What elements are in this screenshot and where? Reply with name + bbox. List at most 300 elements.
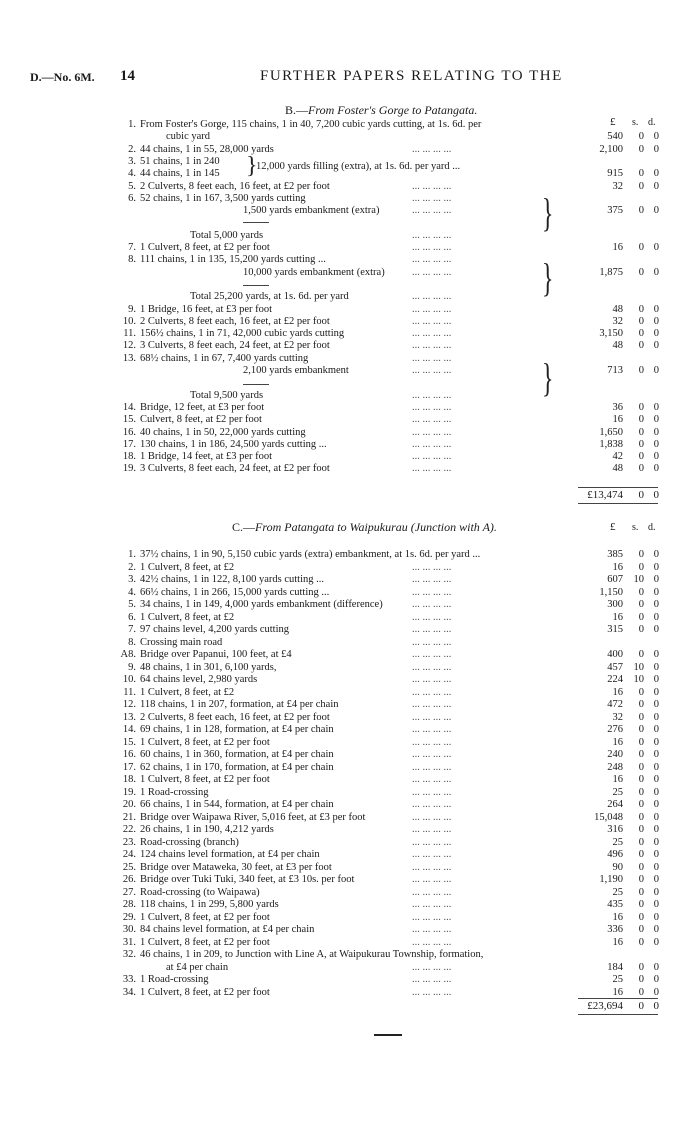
table-row: [0, 241, 700, 254]
amount-shillings: 0: [638, 711, 644, 723]
amount-pounds: 713: [607, 365, 623, 376]
amount-pence: 0: [653, 761, 659, 773]
leader-dots: ... ... ... ...: [412, 886, 452, 898]
item-description: 1 Road-crossing: [140, 974, 209, 985]
amount-pence: 0: [653, 786, 659, 798]
table-row: [0, 836, 700, 849]
item-description: 97 chains level, 4,200 yards cutting: [140, 624, 290, 635]
amount-pounds: 25: [612, 836, 623, 848]
item-description: 156½ chains, 1 in 71, 42,000 cubic yards cutting: [140, 328, 345, 340]
amount-shillings: 0: [638, 624, 644, 635]
item-description: Bridge over Mataweka, 30 feet, at £3 per foot: [140, 861, 332, 873]
item-description: 2 Culverts, 8 feet each, 16 feet, at £2 per foot: [140, 711, 330, 723]
amount-shillings: 0: [638, 836, 644, 848]
amount-pounds: 32: [612, 315, 623, 327]
table-row: [0, 898, 700, 911]
amount-pounds: 336: [607, 924, 623, 935]
amount-pence: 0: [653, 749, 659, 760]
table-row: [0, 936, 700, 949]
item-number: 7.: [128, 242, 136, 253]
amount-pence: 0: [653, 961, 659, 973]
section-c-total-rule: [578, 998, 658, 999]
amount-pence: 0: [653, 242, 659, 253]
amount-pence: 0: [653, 561, 659, 573]
leader-dots: ... ... ... ...: [412, 961, 452, 973]
item-number: 6.: [128, 611, 136, 623]
amount-pence: 0: [653, 599, 659, 610]
amount-pounds: 16: [612, 986, 623, 998]
amount-shillings: 0: [638, 180, 644, 192]
leader-dots: ... ... ... ...: [412, 811, 452, 823]
leader-dots: ... ... ... ...: [412, 711, 452, 723]
table-row: [0, 278, 700, 291]
brace-6: }: [541, 190, 554, 235]
item-number: 2.: [128, 143, 136, 155]
amount-pence: 0: [653, 414, 659, 426]
item-description: 1 Culvert, 8 feet, at £2 per foot: [140, 936, 270, 948]
amount-shillings: 0: [638, 774, 644, 785]
amount-pounds: 90: [612, 861, 623, 873]
amount-pounds: 435: [607, 899, 623, 910]
leader-dots: ... ... ... ...: [412, 242, 452, 253]
amount-pence: 0: [653, 836, 659, 848]
leader-dots: ... ... ... ...: [412, 974, 452, 985]
amount-pounds: 16: [612, 561, 623, 573]
leader-dots: ... ... ... ...: [412, 401, 452, 413]
amount-pounds: 240: [607, 749, 623, 760]
amount-pence: 0: [653, 649, 659, 660]
item-number: 11.: [123, 686, 136, 698]
table-row: [0, 389, 700, 402]
amount-pence: 0: [653, 911, 659, 923]
amount-pence: 0: [653, 574, 659, 585]
amount-shillings: 0: [638, 911, 644, 923]
item-description: at £4 per chain: [166, 961, 229, 973]
item-description: Road-crossing (branch): [140, 836, 239, 848]
section-b-title: B.—From Foster's Gorge to Patangata.: [285, 103, 478, 117]
amount-pence: 0: [653, 699, 659, 710]
amount-pounds: 16: [612, 611, 623, 623]
item-description: 1 Culvert, 8 feet, at £2 per foot: [140, 911, 270, 923]
amount-pence: 0: [653, 340, 659, 352]
amount-pounds: 25: [612, 974, 623, 985]
leader-dots: ... ... ... ...: [412, 649, 452, 660]
table-row: [0, 686, 700, 699]
amount-shillings: 0: [638, 886, 644, 898]
item-description: cubic yard: [166, 131, 211, 143]
item-number: 12.: [122, 340, 136, 352]
item-number: 6.: [128, 192, 136, 204]
brace-8: }: [541, 255, 554, 300]
amount-pounds: 1,650: [599, 426, 623, 438]
section-c-col-pounds: £: [610, 521, 616, 533]
amount-shillings: 0: [638, 438, 644, 450]
item-number: 10.: [122, 315, 136, 327]
item-number: 11.: [123, 328, 136, 340]
section-b-total-rule: [578, 503, 658, 504]
leader-dots: ... ... ... ...: [412, 836, 452, 848]
table-row: [0, 339, 700, 352]
amount-shillings: 0: [638, 414, 644, 426]
item-description: 3 Culverts, 8 feet each, 24 feet, at £2 per foot: [140, 340, 330, 352]
item-description: Bridge over Waipawa River, 5,016 feet, at £3 per foot: [140, 811, 366, 823]
amount-shillings: 0: [638, 328, 644, 340]
amount-pence: 0: [653, 143, 659, 155]
table-row: [0, 266, 700, 279]
amount-shillings: 0: [638, 924, 644, 935]
leader-dots: ... ... ... ...: [412, 229, 452, 241]
item-number: 9.: [128, 661, 136, 673]
amount-pounds: 224: [607, 674, 623, 685]
amount-pence: 0: [653, 451, 659, 463]
item-number: 30.: [122, 924, 136, 935]
amount-pence: 0: [653, 874, 659, 885]
item-description: Bridge, 12 feet, at £3 per foot: [140, 401, 265, 413]
amount-pence: 0: [653, 824, 659, 835]
brace-3-4: }: [246, 153, 258, 179]
table-row: [0, 648, 700, 661]
table-row: [0, 711, 700, 724]
amount-shillings: 10: [633, 574, 644, 585]
amount-pounds: 48: [612, 303, 623, 315]
leader-dots: ... ... ... ...: [412, 611, 452, 623]
leader-dots: ... ... ... ...: [412, 143, 452, 155]
item-number: 33.: [122, 974, 136, 985]
amount-pounds: 1,150: [599, 586, 623, 598]
subtotal-rule: [243, 222, 269, 223]
item-number: 21.: [122, 811, 136, 823]
section-b-col-shillings: s.: [632, 117, 639, 128]
amount-pence: 0: [653, 401, 659, 413]
table-row: [0, 204, 700, 217]
amount-shillings: 0: [638, 586, 644, 598]
item-description: 64 chains level, 2,980 yards: [140, 674, 258, 685]
item-description: 1 Culvert, 8 feet, at £2: [140, 561, 235, 573]
leader-dots: ... ... ... ...: [412, 861, 452, 873]
table-row: [0, 798, 700, 811]
amount-pounds: 32: [612, 180, 623, 192]
item-number: 20.: [122, 799, 136, 810]
amount-shillings: 0: [638, 303, 644, 315]
table-row: [0, 861, 700, 874]
amount-shillings: 0: [638, 874, 644, 885]
amount-pounds: 915: [607, 168, 623, 180]
item-number: 8.: [128, 254, 136, 266]
end-rule: [374, 1034, 402, 1036]
item-number: 28.: [122, 899, 136, 910]
table-row: [0, 364, 700, 377]
item-description: 118 chains, 1 in 299, 5,800 yards: [140, 899, 279, 910]
leader-dots: ... ... ... ...: [412, 180, 452, 192]
table-row: [0, 811, 700, 824]
item-number: 31.: [122, 936, 136, 948]
item-description: Total 5,000 yards: [190, 229, 264, 241]
amount-pounds: 385: [607, 549, 623, 560]
table-row: [0, 786, 700, 799]
table-row: [0, 450, 700, 463]
section-b-total-shillings: 0: [638, 489, 644, 501]
item-number: 14.: [122, 401, 136, 413]
amount-shillings: 0: [638, 799, 644, 810]
amount-pounds: 300: [607, 599, 623, 610]
item-number: 4.: [128, 168, 136, 180]
item-description: 44 chains, 1 in 145: [140, 168, 220, 180]
table-row: [0, 773, 700, 786]
item-number: 10.: [122, 674, 136, 685]
amount-pounds: 375: [607, 205, 623, 217]
item-description: 1 Culvert, 8 feet, at £2 per foot: [140, 774, 270, 785]
table-row: [0, 911, 700, 924]
amount-pence: 0: [653, 774, 659, 785]
amount-shillings: 0: [638, 340, 644, 352]
leader-dots: ... ... ... ...: [412, 699, 452, 710]
page-header: [30, 70, 670, 90]
leader-dots: ... ... ... ...: [412, 561, 452, 573]
table-row: [0, 229, 700, 242]
amount-shillings: 0: [638, 599, 644, 610]
item-number: 27.: [122, 886, 136, 898]
amount-shillings: 0: [638, 611, 644, 623]
item-description: 1,500 yards embankment (extra): [243, 205, 380, 217]
leader-dots: ... ... ... ...: [412, 986, 452, 998]
item-description: 84 chains level formation, at £4 per chain: [140, 924, 315, 935]
section-b-total-pounds: £13,474: [587, 489, 623, 501]
item-description: 1 Road-crossing: [140, 786, 209, 798]
leader-dots: ... ... ... ...: [412, 365, 452, 376]
section-b-total-rule: [578, 487, 658, 488]
amount-pence: 0: [653, 463, 659, 475]
table-row: [0, 961, 700, 974]
leader-dots: ... ... ... ...: [412, 724, 452, 735]
table-row: [0, 327, 700, 340]
amount-shillings: 0: [638, 786, 644, 798]
item-number: 17.: [122, 438, 136, 450]
item-description: 1 Culvert, 8 feet, at £2 per foot: [140, 242, 270, 253]
amount-pence: 0: [653, 799, 659, 810]
leader-dots: ... ... ... ...: [412, 824, 452, 835]
item-number: 5.: [128, 180, 136, 192]
leader-dots: ... ... ... ...: [412, 786, 452, 798]
amount-pounds: 25: [612, 786, 623, 798]
table-row: [0, 180, 700, 193]
item-number: 32.: [122, 949, 136, 960]
table-row: [0, 426, 700, 439]
leader-dots: ... ... ... ...: [412, 340, 452, 352]
table-row: [0, 848, 700, 861]
amount-pence: 0: [653, 168, 659, 180]
item-number: 18.: [122, 774, 136, 785]
table-row: [0, 376, 700, 389]
table-row: [0, 611, 700, 624]
item-description: 48 chains, 1 in 301, 6,100 yards,: [140, 661, 277, 673]
leader-dots: ... ... ... ...: [412, 736, 452, 748]
item-description: Culvert, 8 feet, at £2 per foot: [140, 414, 262, 426]
amount-pounds: 42: [612, 451, 623, 463]
amount-pence: 0: [653, 586, 659, 598]
amount-shillings: 0: [638, 205, 644, 217]
item-number: 19.: [122, 463, 136, 475]
amount-pence: 0: [653, 886, 659, 898]
table-row: [0, 143, 700, 156]
item-description: 52 chains, 1 in 167, 3,500 yards cutting: [140, 192, 306, 204]
leader-dots: ... ... ... ...: [412, 192, 452, 204]
amount-pounds: 276: [607, 724, 623, 735]
item-number: 25.: [122, 861, 136, 873]
table-row: [0, 973, 700, 986]
table-row: [0, 352, 700, 365]
leader-dots: ... ... ... ...: [412, 438, 452, 450]
amount-pence: 0: [653, 611, 659, 623]
amount-pounds: 248: [607, 761, 623, 773]
section-b-total-pence: 0: [653, 489, 659, 501]
table-row: [0, 253, 700, 266]
item-description: Crossing main road: [140, 636, 223, 648]
item-description: 2,100 yards embankment: [243, 365, 349, 376]
amount-shillings: 0: [638, 266, 644, 278]
item-description: 69 chains, 1 in 128, formation, at £4 per chain: [140, 724, 334, 735]
section-c-total-shillings: 0: [638, 1000, 644, 1012]
leader-dots: ... ... ... ...: [412, 574, 452, 585]
section-c-total-rule: [578, 1014, 658, 1015]
table-row: [0, 118, 700, 131]
table-row: [0, 636, 700, 649]
item-description: 1 Culvert, 8 feet, at £2: [140, 686, 235, 698]
section-c-title: C.—From Patangata to Waipukurau (Junction with A).: [232, 520, 497, 534]
table-row: [0, 873, 700, 886]
subtotal-rule: [243, 384, 269, 385]
amount-pounds: 16: [612, 414, 623, 426]
item-number: 16.: [122, 426, 136, 438]
item-description: 46 chains, 1 in 209, to Junction with Line A, at Waipukurau Township, formation,: [140, 949, 484, 960]
item-description: 42½ chains, 1 in 122, 8,100 yards cutting ...: [140, 574, 325, 585]
amount-pounds: 16: [612, 736, 623, 748]
section-c-col-pence: d.: [648, 522, 656, 533]
amount-shillings: 0: [638, 561, 644, 573]
amount-shillings: 10: [633, 674, 644, 685]
table-row: [0, 673, 700, 686]
leader-dots: ... ... ... ...: [412, 254, 452, 266]
leader-dots: ... ... ... ...: [412, 599, 452, 610]
table-row: [0, 748, 700, 761]
amount-pence: 0: [653, 624, 659, 635]
leader-dots: ... ... ... ...: [412, 291, 452, 303]
amount-shillings: 0: [638, 749, 644, 760]
amount-pounds: 25: [612, 886, 623, 898]
section-b-brace-text: 12,000 yards filling (extra), at 1s. 6d. per yard ...: [256, 161, 461, 172]
item-description: 37½ chains, 1 in 90, 5,150 cubic yards (extra) embankment, at 1s. 6d. per yard ...: [140, 549, 481, 560]
amount-pounds: 184: [607, 961, 623, 973]
leader-dots: ... ... ... ...: [412, 911, 452, 923]
leader-dots: ... ... ... ...: [412, 586, 452, 598]
item-description: Total 9,500 yards: [190, 389, 264, 401]
amount-shillings: 0: [638, 899, 644, 910]
amount-pence: 0: [653, 924, 659, 935]
amount-shillings: 0: [638, 168, 644, 180]
amount-pounds: 16: [612, 936, 623, 948]
item-number: 14.: [122, 724, 136, 735]
amount-pence: 0: [653, 205, 659, 217]
amount-pounds: 48: [612, 340, 623, 352]
table-row: [0, 573, 700, 586]
amount-shillings: 0: [638, 549, 644, 560]
item-description: 118 chains, 1 in 207, formation, at £4 per chain: [140, 699, 339, 710]
item-number: 15.: [122, 414, 136, 426]
amount-pence: 0: [653, 899, 659, 910]
table-row: [0, 986, 700, 999]
amount-pounds: 3,150: [599, 328, 623, 340]
amount-pence: 0: [653, 936, 659, 948]
amount-pounds: 316: [607, 824, 623, 835]
amount-shillings: 0: [638, 824, 644, 835]
table-row: [0, 723, 700, 736]
amount-shillings: 0: [638, 143, 644, 155]
amount-pounds: 16: [612, 911, 623, 923]
item-number: 8.: [128, 636, 136, 648]
brace-13: }: [541, 355, 554, 400]
item-number: 2.: [128, 561, 136, 573]
item-description: 66½ chains, 1 in 266, 15,000 yards cutting ...: [140, 586, 330, 598]
table-row: [0, 315, 700, 328]
amount-shillings: 0: [638, 724, 644, 735]
item-number: 1.: [128, 549, 136, 560]
leader-dots: ... ... ... ...: [412, 414, 452, 426]
leader-dots: ... ... ... ...: [412, 936, 452, 948]
leader-dots: ... ... ... ...: [412, 205, 452, 217]
item-description: 10,000 yards embankment (extra): [243, 266, 385, 278]
amount-pence: 0: [653, 711, 659, 723]
item-number: 3.: [128, 574, 136, 585]
amount-shillings: 0: [638, 451, 644, 463]
item-number: 24.: [122, 849, 136, 860]
item-description: 2 Culverts, 8 feet each, 16 feet, at £2 per foot: [140, 315, 330, 327]
item-number: 5.: [128, 599, 136, 610]
table-row: [0, 413, 700, 426]
amount-shillings: 0: [638, 131, 644, 143]
leader-dots: ... ... ... ...: [412, 315, 452, 327]
item-description: Road-crossing (to Waipawa): [140, 886, 260, 898]
item-number: 26.: [122, 874, 136, 885]
table-row: [0, 586, 700, 599]
amount-shillings: 0: [638, 936, 644, 948]
leader-dots: ... ... ... ...: [412, 849, 452, 860]
amount-pounds: 496: [607, 849, 623, 860]
item-number: 3.: [128, 155, 136, 167]
table-row: [0, 438, 700, 451]
amount-shillings: 0: [638, 974, 644, 985]
item-number: 16.: [122, 749, 136, 760]
item-number: 18.: [122, 451, 136, 463]
item-description: Bridge over Tuki Tuki, 340 feet, at £3 10s. per foot: [140, 874, 355, 885]
amount-shillings: 0: [638, 736, 644, 748]
amount-pence: 0: [653, 438, 659, 450]
table-row: [0, 561, 700, 574]
amount-pounds: 15,048: [594, 811, 623, 823]
amount-pounds: 1,838: [599, 438, 623, 450]
leader-dots: ... ... ... ...: [412, 451, 452, 463]
item-description: 1 Bridge, 16 feet, at £3 per foot: [140, 303, 273, 315]
amount-pence: 0: [653, 686, 659, 698]
amount-shillings: 0: [638, 365, 644, 376]
leader-dots: ... ... ... ...: [412, 636, 452, 648]
table-row: [0, 192, 700, 205]
item-description: 124 chains level formation, at £4 per chain: [140, 849, 320, 860]
leader-dots: ... ... ... ...: [412, 426, 452, 438]
table-row: [0, 598, 700, 611]
amount-pounds: 264: [607, 799, 623, 810]
amount-pence: 0: [653, 849, 659, 860]
amount-pounds: 457: [607, 661, 623, 673]
amount-shillings: 0: [638, 699, 644, 710]
